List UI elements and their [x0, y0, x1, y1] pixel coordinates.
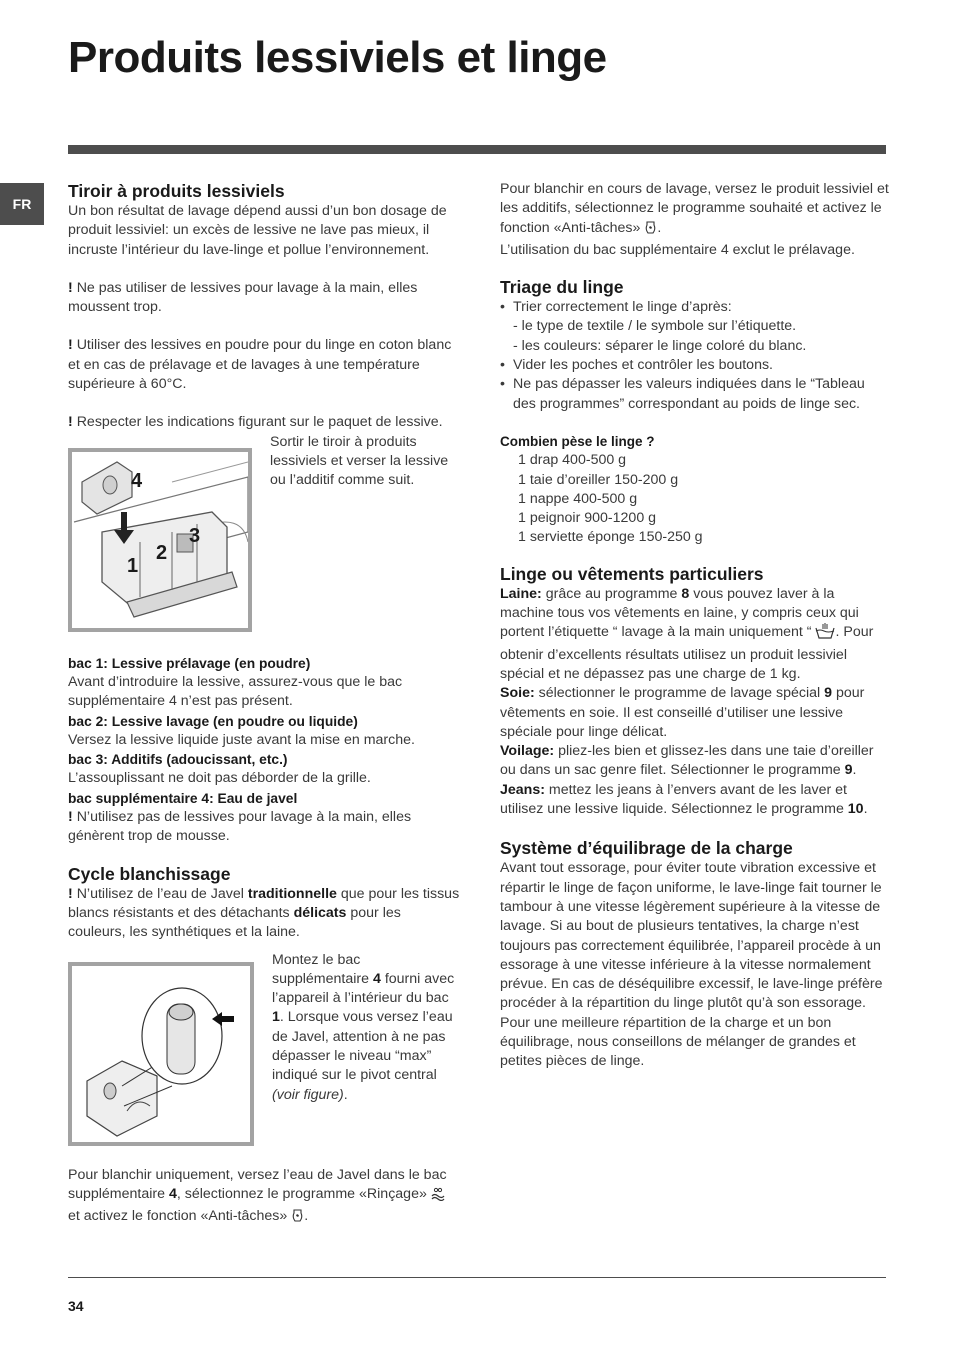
- weight-item: 1 peignoir 900-1200 g: [518, 510, 657, 527]
- paragraph-soie: Soie: sélectionner le programme de lavage spécial 9 pour vêtements en soie. Il est conseillé d’utiliser une lessive spéciale pour linge délicat.: [500, 685, 865, 740]
- label-bac-3: 3: [189, 524, 201, 547]
- weights-title: Combien pèse le linge ?: [500, 433, 655, 449]
- bac4-text: ! N’utilisez pas de lessives pour lavage à la main, elles génèrent trop de mousse.: [68, 809, 412, 845]
- handwash-icon: [815, 623, 835, 645]
- warning-2: ! Utiliser des lessives en poudre pour du linge en coton blanc et en cas de prélavage et de lavages à une température supérieure à 60°C.: [68, 337, 452, 393]
- footer-divider: [68, 1277, 886, 1278]
- bac1-title: bac 1: Lessive prélavage (en poudre): [68, 655, 311, 671]
- section-title-particuliers: Linge ou vêtements particuliers: [500, 563, 764, 584]
- detergent-drawer-illustration: [72, 452, 248, 628]
- label-bac-1: 1: [127, 554, 139, 577]
- paragraph-blanchir-uniquement: Pour blanchir uniquement, versez l’eau de Javel dans le bac supplémentaire 4, sélectionnez le programme «Rinçage» et activez le fonction «Anti-tâches» .: [68, 1166, 460, 1230]
- section-title-triage: Triage du linge: [500, 277, 624, 298]
- section-title-blanchissage: Cycle blanchissage: [68, 863, 231, 884]
- triage-bullet-2: • Vider les poches et contrôler les boutons.: [500, 356, 890, 375]
- bac3-title: bac 3: Additifs (adoucissant, etc.): [68, 752, 288, 768]
- paragraph-bac-exclut: L’utilisation du bac supplémentaire 4 exclut le prélavage.: [500, 241, 855, 258]
- drawer-figure-caption: Sortir le tiroir à produits lessiviels et verser la lessive ou l’additif comme suit.: [270, 433, 449, 489]
- triage-sub-1: - le type de textile / le symbole sur l’étiquette.: [513, 318, 797, 335]
- page-title: Produits lessiviels et linge: [68, 33, 607, 82]
- paragraph-jeans: Jeans: mettez les jeans à l’envers avant de les laver et utilisez une lessive liquide. Sélectionnez le programme 10.: [500, 781, 868, 818]
- anti-taches-icon: [644, 220, 657, 241]
- label-bac-2: 2: [156, 541, 168, 564]
- page-number: 34: [68, 1298, 84, 1314]
- bac3-text: L’assouplissant ne doit pas déborder de la grille.: [68, 770, 371, 787]
- rincage-icon: [431, 1187, 445, 1207]
- warning-1: ! Ne pas utiliser de lessives pour lavage à la main, elles moussent trop.: [68, 279, 418, 316]
- drawer-figure: [68, 448, 252, 632]
- triage-bullet-3: • Ne pas dépasser les valeurs indiquées dans le “Tableau des programmes” correspondant au poids de linge sec.: [500, 375, 890, 414]
- bleach-figure-caption: Montez le bac supplémentaire 4 fourni avec l’appareil à l’intérieur du bac 1. Lorsque vous versez l’eau de Javel, attention à ne pas dépasser le niveau “max” indiqué sur le pivot central (voir figure).: [272, 951, 455, 1103]
- warning-3: ! Respecter les indications figurant sur le paquet de lessive.: [68, 414, 443, 431]
- bac4-title: bac supplémentaire 4: Eau de javel: [68, 790, 298, 806]
- paragraph-voilage: Voilage: pliez-les bien et glissez-les dans une taie d’oreiller ou dans un sac genre filet. Sélectionner le programme 9.: [500, 743, 874, 779]
- weight-item: 1 nappe 400-500 g: [518, 490, 638, 507]
- weight-item: 1 serviette éponge 150-250 g: [518, 529, 703, 546]
- triage-sub-2: - les couleurs: séparer le linge coloré du blanc.: [513, 337, 807, 354]
- bac1-text: Avant d’introduire la lessive, assurez-vous que le bac supplémentaire 4 n’est pas présent.: [68, 673, 403, 710]
- paragraph-laine: Laine: grâce au programme 8 vous pouvez laver à la machine tous vos vêtements en laine, y compris ceux qui portent l’étiquette “ lavage à la main uniquement “ . Pour obtenir d’excellents résultats utilisez un produit lessiviel spécial et ne dépassez pas une charge de 1 kg.: [500, 585, 874, 682]
- label-bac-4: 4: [131, 469, 143, 492]
- section-title-tiroir: Tiroir à produits lessiviels: [68, 181, 285, 201]
- paragraph-javel: ! N’utilisez de l’eau de Javel traditionnelle que pour les tissus blancs résistants et des détachants délicats pour les couleurs, les synthétiques et la laine.: [68, 885, 460, 941]
- bac2-text: Versez la lessive liquide juste avant la mise en marche.: [68, 731, 415, 748]
- bac2-title: bac 2: Lessive lavage (en poudre ou liquide): [68, 713, 358, 729]
- weight-item: 1 drap 400-500 g: [518, 452, 627, 469]
- triage-bullet-1: • Trier correctement le linge d’après:: [500, 298, 890, 317]
- language-tab: FR: [0, 183, 44, 225]
- title-divider: [68, 145, 886, 154]
- weight-item: 1 taie d’oreiller 150-200 g: [518, 471, 679, 488]
- right-column: [500, 180, 890, 1072]
- paragraph-equilibrage: Avant tout essorage, pour éviter toute vibration excessive et répartir le linge de façon uniforme, le lave-linge fait tourner le tambour à une vitesse légèrement supérieure à la vitesse de lavage. Si au bout de plusieurs tentatives, la charge n’est toujours pas correctement équilibrée, l’appareil procède à un essorage à une vitesse inférieure à la vitesse normalement prévue. En cas de déséquilibre excessif, le lave-linge préfère procéder à la répartition du linge plutôt qu’à son essorage. Pour une meilleure répartition de la charge et un bon équilibrage, nous conseillons de mélanger de grandes et petites pièces de linge.: [500, 860, 883, 1070]
- anti-taches-icon: [291, 1208, 304, 1229]
- bleach-container-illustration: [72, 966, 250, 1142]
- paragraph-blanchir-cours: Pour blanchir en cours de lavage, versez le produit lessiviel et les additifs, sélectionnez le programme souhaité et activez le fonction «Anti-tâches» .: [500, 180, 890, 241]
- bleach-container-figure: [68, 962, 254, 1146]
- paragraph-dosage: Un bon résultat de lavage dépend aussi d’un bon dosage de produit lessiviel: un excès de lessive ne lave pas mieux, il incruste l’intérieur du lave-linge et pollue l’environnement.: [68, 203, 447, 258]
- left-column: [68, 180, 460, 1229]
- section-title-equilibrage: Système d’équilibrage de la charge: [500, 838, 793, 859]
